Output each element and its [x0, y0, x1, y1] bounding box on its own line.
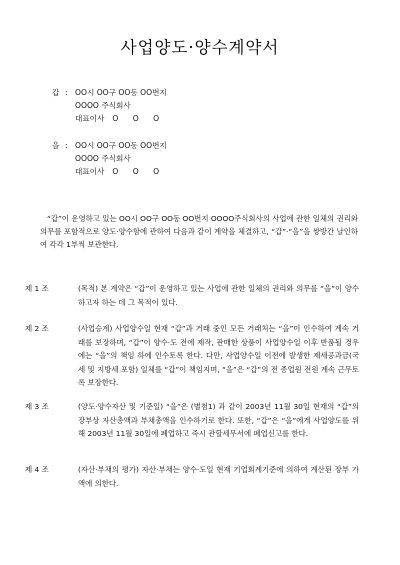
party-company: OOOO 주식회사: [75, 154, 131, 163]
party-rep-title: 대표이사: [75, 167, 105, 176]
article-3: [25, 400, 359, 441]
party-address: OO시 OO구 OO동 OO번지: [75, 141, 167, 150]
article-heading: (자산·부채의 평가): [78, 465, 139, 474]
party-rep-name: O O O: [112, 167, 166, 176]
document-title: 사업양도·양수계약서: [120, 38, 280, 57]
party-company: OOOO 주식회사: [75, 101, 131, 110]
article-1: [25, 282, 359, 309]
article-text: 본 계약은 “갑”이 운영하고 있는 사업에 관한 일체의 권리와 의무를 “을”이 양수하고자 하는 데 그 목적이 있다.: [78, 284, 359, 307]
party-label: 을: [52, 141, 60, 150]
article-number: 제 1 조: [25, 284, 49, 293]
article-2: [25, 322, 359, 390]
article-4: [25, 463, 359, 490]
party-rep-name: O O O: [112, 114, 166, 123]
party-rep-title: 대표이사: [75, 114, 105, 123]
article-text: “을”은 (별첨1) 과 같이 2003년 11월 30일 현재의 “갑”의 장부상 자산총액과 부채총액을 인수하기로 한다. 또한, “갑”은 “을”에게 사업양도를 위해 2003년 11월 30일에 폐업하고 즉시 관할세무서에 폐업신고를 한다.: [78, 402, 359, 439]
article-heading: (양도·양수자산 및 기준일): [78, 402, 164, 411]
party-address: OO시 OO구 OO동 OO번지: [75, 88, 167, 97]
article-text: 사업양수일 현재 “갑”과 거래 중인 모든 거래처는 “을”이 인수하여 계속 거래를 보장하며, “갑”이 양수·도 전에 제작, 판매한 상품이 사업양수일 이후 반품될 경우에는 “을”의 책임 하에 인수토록 한다. 다만, 사업양수일 이전에 발생한 제세공과금(국세 및 지방세 포함) 일체를 “갑”이 책임지며, “을”은 “갑”의 전 종업원 전원 계속 근무토록 보장한다.: [78, 324, 359, 388]
party-gap: 갑 : OO시 OO구 OO동 OO번지 OOOO 주식회사 대표이사 O O O: [52, 88, 167, 123]
article-number: 제 3 조: [25, 402, 49, 411]
article-heading: (사업승계): [78, 324, 113, 333]
article-text: 자산·부채는 양수·도일 현재 기업회계기준에 의하여 계산된 장부 가액에 의한다.: [78, 465, 359, 488]
party-label: 갑: [52, 88, 60, 97]
party-eul: 을 : OO시 OO구 OO동 OO번지 OOOO 주식회사 대표이사 O O O: [52, 141, 167, 176]
contract-preamble: “갑”이 운영하고 있는 OO시 OO구 OO동 OO번지 OOOO주식회사의 사업에 관한 일체의 권리와 의무를 포함적으로 양도·양수함에 관하여 다음과 같이 계약을 체결하고, “갑”·“을”을 쌍방간 날인하여 각각 1부씩 보관한다.: [40, 214, 358, 249]
article-heading: (목적): [78, 284, 99, 293]
article-number: 제 4 조: [25, 465, 49, 474]
article-number: 제 2 조: [25, 324, 49, 333]
